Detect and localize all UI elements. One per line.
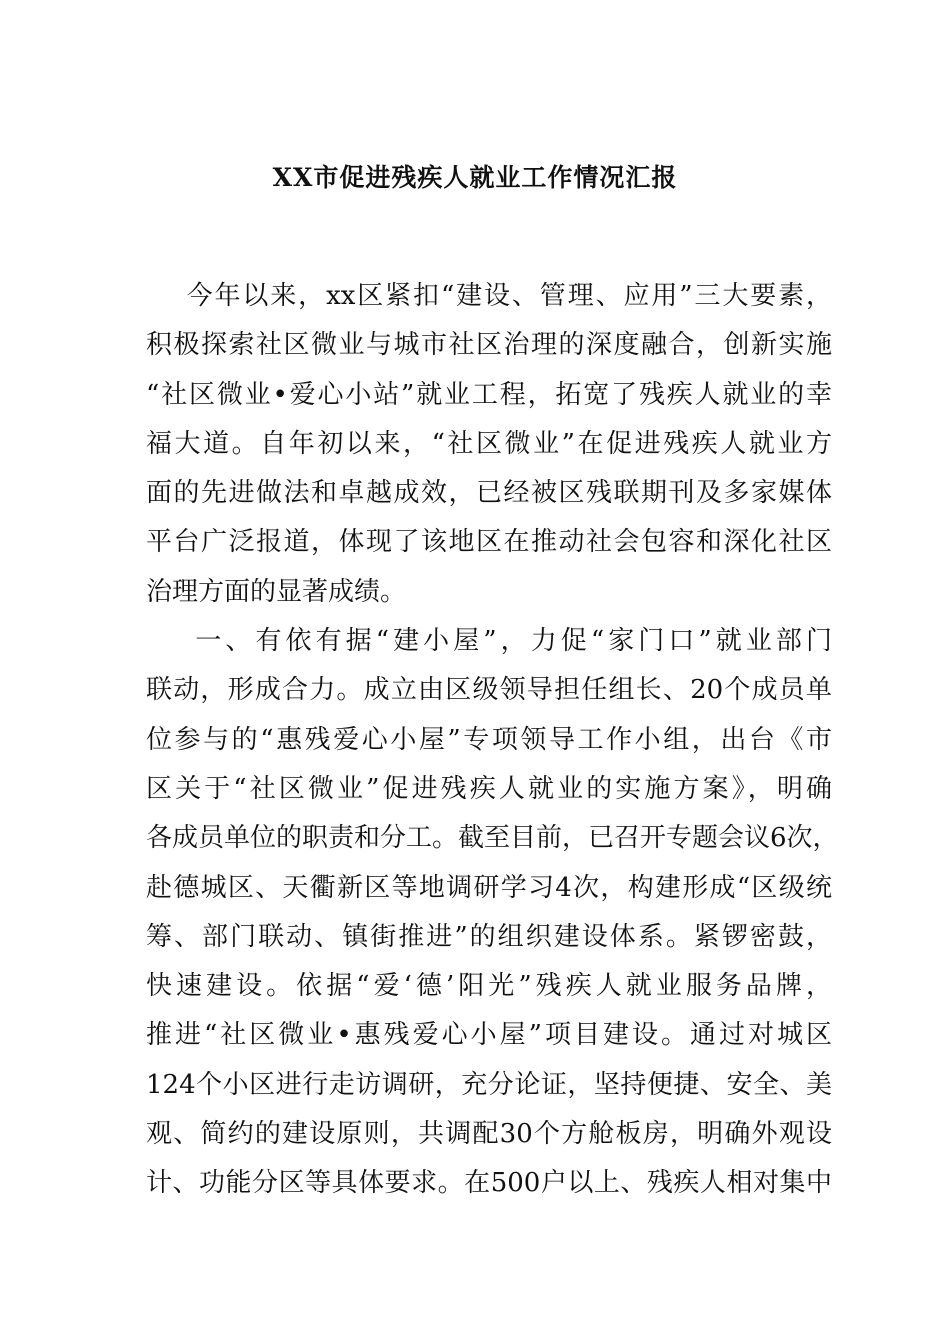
body-line: 计、功能分区等具体要求。在500户以上、残疾人相对集中 [146, 1168, 832, 1199]
body-line: 联动，形成合力。成立由区级领导担任组长、20个成员单 [146, 675, 832, 706]
body-line: 各成员单位的职责和分工。截至目前，已召开专题会议6次， [146, 823, 839, 854]
body-line: 推进“社区微业•惠残爱心小屋”项目建设。通过对城区 [146, 1020, 832, 1051]
body-line: 快速建设。依据“爱‘德’阳光”残疾人就业服务品牌， [146, 971, 832, 1002]
body-line: 今年以来，xx区紧扣“建设、管理、应用”三大要素， [146, 281, 832, 311]
body-line: 福大道。自年初以来，“社区微业”在促进残疾人就业方 [146, 428, 832, 459]
body-line: 面的先进做法和卓越成效，已经被区残联期刊及多家媒体 [146, 478, 832, 509]
body-line: 观、简约的建设原则，共调配30个方舱板房，明确外观设 [146, 1119, 832, 1150]
body-line: 124个小区进行走访调研，充分论证，坚持便捷、安全、美 [146, 1069, 832, 1100]
body-line: 一、有依有据“建小屋”，力促“家门口”就业部门 [146, 626, 832, 657]
body-line: 治理方面的显著成绩。 [146, 576, 407, 607]
document-body [146, 272, 839, 1209]
body-line: 积极探索社区微业与城市社区治理的深度融合，创新实施 [146, 330, 832, 361]
body-line: “社区微业•爱心小站”就业工程，拓宽了残疾人就业的幸 [146, 379, 832, 410]
body-line: 区关于“社区微业”促进残疾人就业的实施方案》，明确 [146, 773, 832, 804]
body-line: 筹、部门联动、镇街推进”的组织建设体系。紧锣密鼓， [146, 921, 832, 952]
body-line: 赴德城区、天衢新区等地调研学习4次，构建形成“区级统 [146, 872, 832, 903]
document-title: XX市促进残疾人就业工作情况汇报 [272, 163, 678, 192]
body-line: 平台广泛报道，体现了该地区在推动社会包容和深化社区 [146, 527, 832, 558]
body-line: 位参与的“惠残爱心小屋”专项领导工作小组，出台《市 [146, 724, 832, 755]
